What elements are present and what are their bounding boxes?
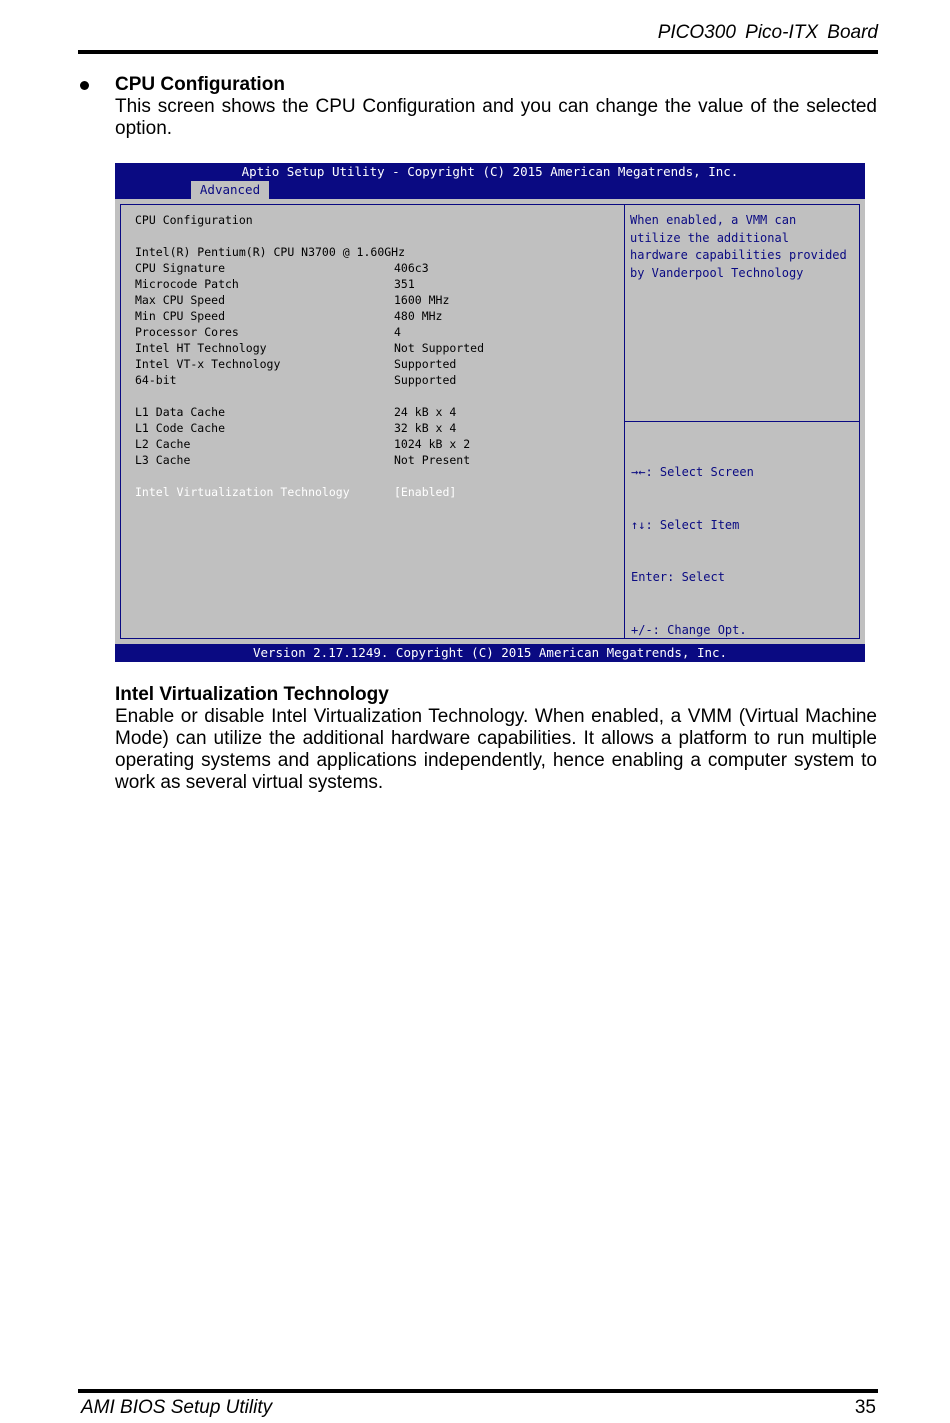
description-text: Enable or disable Intel Virtualization Technology. When enabled, a VMM (Virtual Machine Mode) can utilize the additional hardware capabilities. It allows a platform to run multiple operating systems and applications independently, hence enabling a computer system to work as several virtual systems. (115, 706, 877, 793)
description-section (115, 684, 877, 794)
bullet-icon (80, 81, 89, 90)
screen-title: CPU Configuration (135, 213, 253, 227)
help-divider (625, 421, 859, 422)
tab-advanced[interactable]: Advanced (191, 181, 269, 199)
cpu-name: Intel(R) Pentium(R) CPU N3700 @ 1.60GHz (135, 245, 406, 259)
page-number: 35 (854, 1397, 876, 1418)
page-footer (78, 1389, 878, 1423)
help-text: When enabled, a VMM can utilize the additional hardware capabilities provided by Vanderpool Technology (630, 213, 847, 280)
section-title: CPU Configuration (115, 74, 285, 95)
key-enter: Enter: Select (631, 570, 725, 584)
section-intro: This screen shows the CPU Configuration and you can change the value of the selected option. (115, 96, 877, 139)
key-help (631, 429, 790, 662)
option-value[interactable]: [Enabled] (394, 485, 457, 499)
document-title: PICO300 Pico-ITX Board (657, 22, 878, 43)
description-title: Intel Virtualization Technology (115, 684, 389, 705)
key-change-opt: +/-: Change Opt. (631, 622, 747, 637)
bios-screenshot: Aptio Setup Utility - Copyright (C) 2015 American Megatrends, Inc. Advanced CPU Configuration Intel(R) Pentium(R) CPU N3700 @ 1.60GHz CPU Signature 406c3 Microcode Patch 351 Max CPU Speed 1600 MHz Min CPU Speed 480 MHz Processor Cores 4 Intel HT Technology Not Supported Intel VT-x Technology Supported 64-bit Supported L1 Data Cache 24 kB x 4 L1 Code Cache 32 kB x 4 L2 Cache 1024 kB x 2 L3 Cache Not Present Intel Virtualization Technology [Enabled] When enabled, a VMM can utilize the additional hardware capabilities provided by Vanderpool Technology →←: Select Screen ↑↓: Select Item Enter: Select +/-: Change Opt. Version 2.17.1249. Copyright (C) 2015 American Megatrends, Inc. (115, 163, 865, 662)
key-select-item: ↑↓: Select Item (631, 517, 740, 532)
option-label: Intel Virtualization Technology (135, 485, 350, 499)
footer-title: AMI BIOS Setup Utility (81, 1397, 273, 1418)
page-header (78, 20, 878, 54)
key-select-screen: →←: Select Screen (631, 465, 754, 479)
bios-version: Version 2.17.1249. Copyright (C) 2015 American Megatrends, Inc. (252, 645, 728, 660)
bios-version-bar (115, 644, 865, 662)
bios-title: Aptio Setup Utility - Copyright (C) 2015 American Megatrends, Inc. (241, 164, 739, 179)
